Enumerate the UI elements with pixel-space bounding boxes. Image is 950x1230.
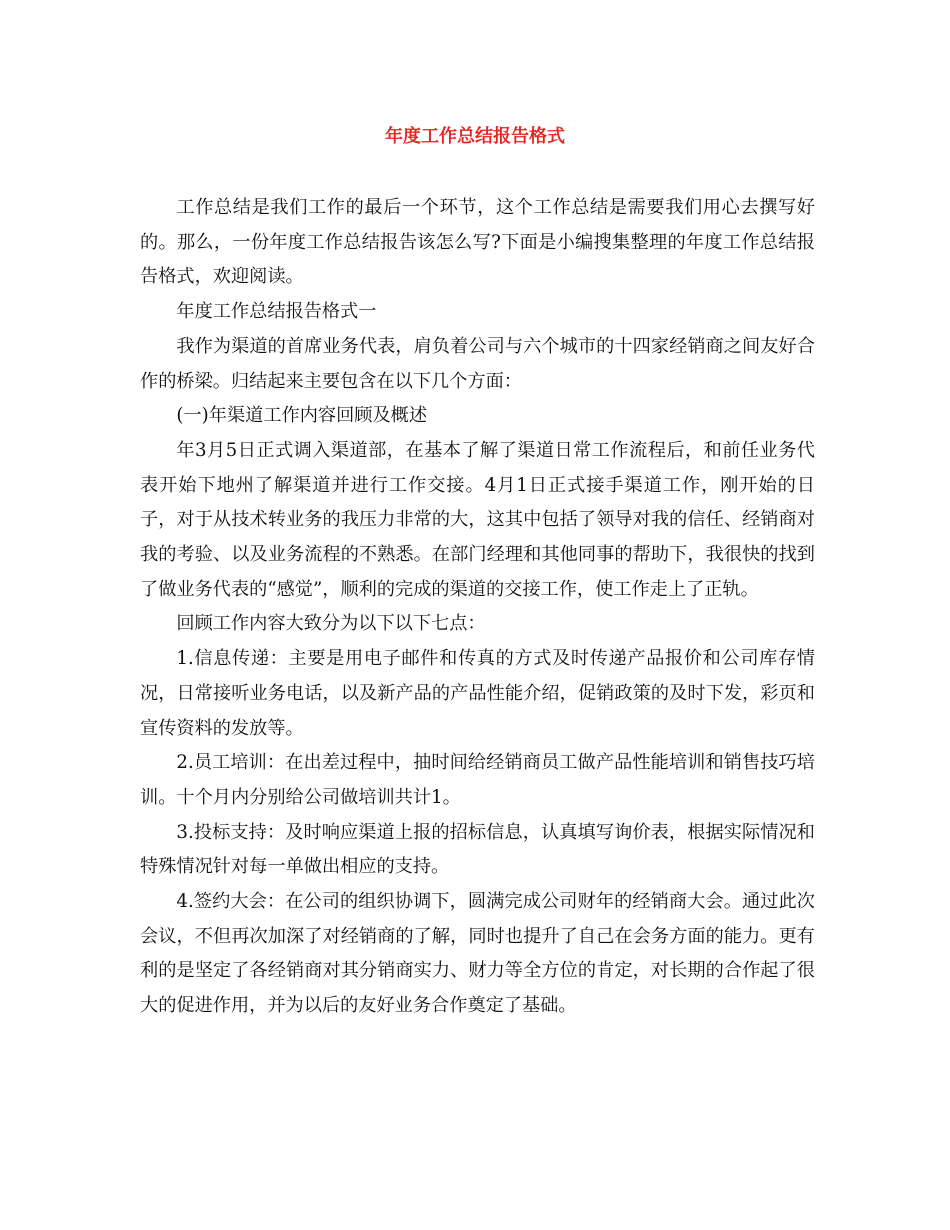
list-item-staff-training: 2.员工培训：在出差过程中，抽时间给经销商员工做产品性能培训和销售技巧培训。十个月内分别给公司做培训共计1。: [140, 752, 815, 808]
paragraph-review-detail: 年3月5日正式调入渠道部，在基本了解了渠道日常工作流程后，和前任业务代表开始下地州了解渠道并进行工作交接。4月1日正式接手渠道工作，刚开始的日子，对于从技术转业务的我压力非常的大，这其中包括了领导对我的信任、经销商对我的考验、以及业务流程的不熟悉。在部门经理和其他同事的帮助下，我很快的找到了做业务代表的“感觉”，顺利的完成的渠道的交接工作，使工作走上了正轨。: [140, 439, 815, 600]
document-body: [140, 191, 815, 1024]
subsection-heading-review: (一)年渠道工作内容回顾及概述: [176, 405, 428, 427]
document-title: 年度工作总结报告格式: [385, 126, 565, 147]
paragraph-role: 我作为渠道的首席业务代表，肩负着公司与六个城市的十四家经销商之间友好合作的桥梁。归结起来主要包含在以下几个方面：: [140, 335, 815, 392]
paragraph-intro: 工作总结是我们工作的最后一个环节，这个工作总结是需要我们用心去撰写好的。那么，一份年度工作总结报告该怎么写?下面是小编搜集整理的年度工作总结报告格式，欢迎阅读。: [140, 197, 815, 288]
list-item-signing-conference: 4.签约大会：在公司的组织协调下，圆满完成公司财年的经销商大会。通过此次会议，不但再次加深了对经销商的了解，同时也提升了自己在会务方面的能力。更有利的是坚定了各经销商对其分销商实力、财力等全方位的肯定，对长期的合作起了很大的促进作用，并为以后的友好业务合作奠定了基础。: [140, 891, 815, 1017]
paragraph-seven-points: 回顾工作内容大致分为以下以下七点：: [176, 613, 486, 635]
section-heading-format-one: 年度工作总结报告格式一: [176, 301, 377, 323]
list-item-info-delivery: 1.信息传递：主要是用电子邮件和传真的方式及时传递产品报价和公司库存情况，日常接听业务电话，以及新产品的产品性能介绍，促销政策的及时下发，彩页和宣传资料的发放等。: [140, 648, 815, 739]
list-item-bid-support: 3.投标支持：及时响应渠道上报的招标信息，认真填写询价表，根据实际情况和特殊情况针对每一单做出相应的支持。: [140, 821, 815, 878]
